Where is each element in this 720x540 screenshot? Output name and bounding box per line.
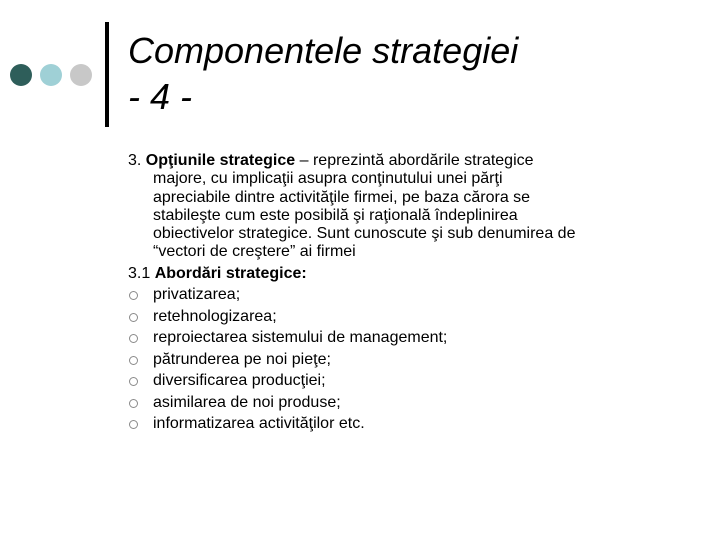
section-heading: Opţiunile strategice	[145, 152, 296, 169]
circle-bullet-icon	[129, 313, 138, 322]
section-line-3: stabileşte cum este posibilă şi raţională îndeplinirea	[153, 206, 518, 224]
list-item	[128, 415, 688, 433]
list-item-text: retehnologizarea;	[153, 307, 277, 325]
circle-bullet-icon	[129, 377, 138, 386]
subsection-number: 3.1	[128, 264, 151, 282]
circle-bullet-icon	[129, 334, 138, 343]
bullet-list	[128, 286, 688, 433]
section-number: 3.	[128, 152, 142, 169]
section-line-1: majore, cu implicaţii asupra conţinutului unei părţi	[153, 170, 503, 188]
list-item	[128, 394, 688, 412]
list-item	[128, 329, 688, 347]
circle-bullet-icon	[129, 356, 138, 365]
section-line-5: “vectori de creştere” ai firmei	[153, 243, 356, 261]
subsection-heading-line	[128, 265, 688, 283]
section-line-0: reprezintă abordările strategice	[312, 152, 534, 169]
list-item-text: asimilarea de noi produse;	[153, 393, 341, 411]
dot-gray	[70, 64, 92, 86]
list-item	[128, 351, 688, 369]
subsection-heading: Abordări strategice:	[154, 264, 307, 282]
list-item-text: diversificarea producţiei;	[153, 372, 326, 390]
list-item	[128, 308, 688, 326]
list-item-text: reproiectarea sistemului de management;	[153, 329, 448, 347]
circle-bullet-icon	[129, 399, 138, 408]
list-item	[128, 372, 688, 390]
list-item-text: informatizarea activităţilor etc.	[153, 415, 365, 433]
dot-light-teal	[40, 64, 62, 86]
section-line-4: obiectivelor strategice. Sunt cunoscute şi sub denumirea de	[153, 225, 576, 243]
section-dash: –	[295, 152, 313, 169]
title-line-2: - 4 -	[128, 76, 193, 117]
slide-content	[128, 152, 688, 433]
list-item	[128, 286, 688, 304]
circle-bullet-icon	[129, 291, 138, 300]
dot-dark-teal	[10, 64, 32, 86]
section-paragraph	[128, 152, 688, 262]
title-line-1: Componentele strategiei	[128, 30, 519, 71]
list-item-text: pătrunderea pe noi pieţe;	[153, 350, 331, 368]
slide-title	[128, 28, 518, 120]
list-item-text: privatizarea;	[153, 286, 241, 304]
section-line-2: apreciabile dintre activităţile firmei, pe baza cărora se	[153, 188, 531, 206]
title-divider-bar	[105, 22, 109, 127]
circle-bullet-icon	[129, 420, 138, 429]
